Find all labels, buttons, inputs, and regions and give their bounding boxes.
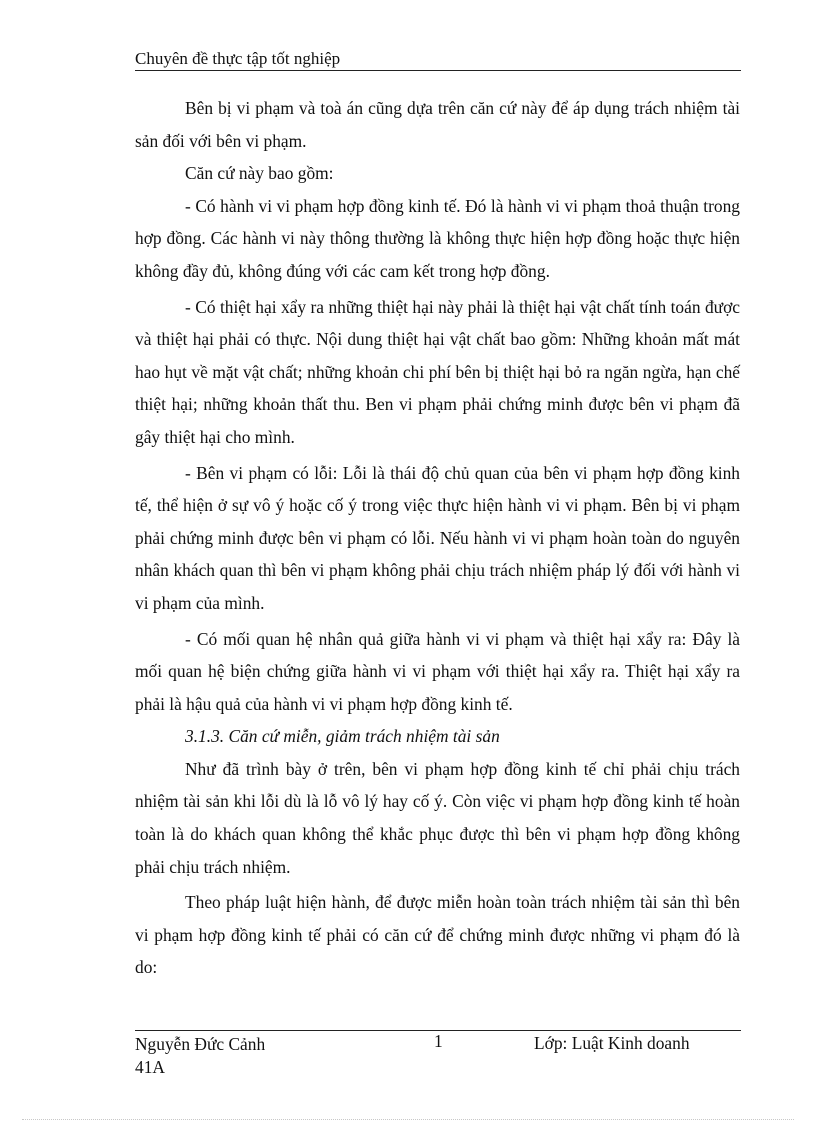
paragraph-2: Căn cứ này bao gồm:: [185, 163, 334, 184]
paragraph-3: - Có hành vi vi phạm hợp đồng kinh tế. Đó là hành vi vi phạm thoả thuận trong hợp đồng. Các hành vi này thông thường là không thực hiện hợp đồng hoặc thực hiện không đầy đủ, không đúng với các cam kết trong hợp đồng.: [135, 195, 740, 281]
page-header-title: Chuyên đề thực tập tốt nghiệp: [135, 49, 341, 68]
section-heading: 3.1.3. Căn cứ miễn, giảm trách nhiệm tài sản: [185, 726, 500, 747]
paragraph-6: - Có mối quan hệ nhân quả giữa hành vi vi phạm và thiệt hại xẩy ra: Đây là mối quan hệ biện chứng giữa hành vi vi phạm với thiệt hại xẩy ra. Thiệt hại xẩy ra phải là hậu quả của hành vi vi phạm hợp đồng kinh tế.: [135, 628, 740, 714]
paragraph-8: Theo pháp luật hiện hành, để được miễn hoàn toàn trách nhiệm tài sản thì bên vi phạm hợp đồng kinh tế phải có căn cứ để chứng minh được những vi phạm đó là do:: [135, 892, 740, 978]
paragraph-7: Như đã trình bày ở trên, bên vi phạm hợp đồng kinh tế chỉ phải chịu trách nhiệm tài sản khi lỗi dù là lỗ vô lý hay cố ý. Còn việc vi phạm hợp đồng kinh tế hoàn toàn là do khách quan không thể khắc phục được thì bên vi phạm hợp đồng không phải chịu trách nhiệm.: [135, 758, 740, 877]
page-number: 1: [434, 1031, 443, 1051]
paragraph-4: - Có thiệt hại xẩy ra những thiệt hại này phải là thiệt hại vật chất tính toán được và thiệt hại phải có thực. Nội dung thiệt hại vật chất bao gồm: Những khoản mất mát hao hụt về mặt vật chất; những khoản chi phí bên bị thiệt hại bỏ ra ngăn ngừa, hạn chế thiệt hại; những khoản thất thu. Ben vi phạm phải chứng minh được bên vi phạm đã gây thiệt hại cho mình.: [135, 296, 740, 447]
document-body: [135, 92, 740, 984]
paragraph-5: - Bên vi phạm có lỗi: Lỗi là thái độ chủ quan của bên vi phạm hợp đồng kinh tế, thể hiện ở sự vô ý hoặc cố ý trong việc thực hiện hành vi vi phạm. Bên bị vi phạm phải chứng minh được bên vi phạm có lỗi. Nếu hành vi vi phạm hoàn toàn do nguyên nhân khách quan thì bên vi phạm không phải chịu trách nhiệm pháp lý đối với hành vi vi phạm của mình.: [135, 462, 740, 613]
header-divider: [135, 70, 741, 71]
footer-class-label: Lớp: Luật Kinh doanh: [534, 1033, 690, 1053]
author-class-code: 41A: [135, 1057, 165, 1077]
page-bottom-edge: [22, 1119, 794, 1120]
paragraph-1: Bên bị vi phạm và toà án cũng dựa trên căn cứ này để áp dụng trách nhiệm tài sản đối với bên vi phạm.: [135, 98, 740, 151]
footer-author: [135, 1033, 335, 1079]
author-name: Nguyễn Đức Cảnh: [135, 1034, 266, 1054]
